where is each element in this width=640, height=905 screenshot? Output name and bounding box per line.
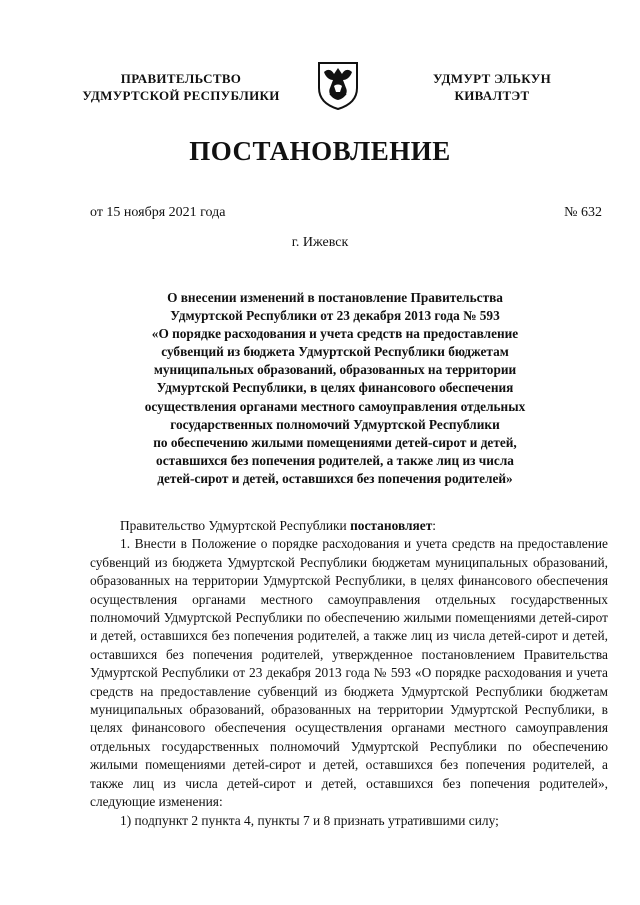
intro-end: : [432, 518, 437, 533]
org-left-line-2: УДМУРТСКОЙ РЕСПУБЛИКИ [82, 88, 280, 103]
paragraph-1: 1. Внести в Положение о порядке расходования и учета средств на предоставление субвенций из бюджета Удмуртской Республики бюджетам муниципальных образований, образованных на территории Удмуртской Республики, в целях финансового обеспечения осуществления органами местного самоуправления отдельных государственных полномочий Удмуртской Республики по обеспечению жилыми помещениями детей-сирот и детей, оставшихся без попечения родителей, а также лиц из числа детей-сирот и детей, оставшихся без попечения родителей, утвержденное постановлением Правительства Удмуртской Республики от 23 декабря 2013 года № 593 «О порядке расходования и учета средств на предоставление субвенций из бюджета Удмуртской Республики бюджетам муниципальных образований, образованных на территории Удмуртской Республики, в целях финансового обеспечения осуществления органами местного самоуправления отдельных государственных полномочий Удмуртской Республики по обеспечению жилыми помещениями детей-сирот и детей, оставшихся без попечения родителей, а также лиц из числа детей-сирот и детей, оставшихся без попечения родителей», следующие изменения: [90, 536, 608, 810]
intro-decree-word: постановляет [350, 518, 433, 533]
government-name-udmurt [392, 70, 592, 104]
title-line: государственных полномочий Удмуртской Республики [170, 416, 500, 432]
title-line: О внесении изменений в постановление Правительства [167, 290, 503, 305]
title-line: Удмуртской Республики от 23 декабря 2013 года № 593 [170, 308, 500, 324]
document-date: от 15 ноября 2021 года [90, 205, 226, 220]
org-right-line-1: УДМУРТ ЭЛЬКУН [433, 71, 551, 86]
title-line: детей-сирот и детей, оставшихся без попечения родителей» [157, 470, 513, 486]
paragraph-1-subitem-1: 1) подпункт 2 пункта 4, пункты 7 и 8 признать утратившими силу; [120, 812, 499, 828]
government-name-russian [66, 70, 296, 104]
document-title [115, 289, 555, 488]
document-body [90, 517, 608, 830]
title-line: Удмуртской Республики, в целях финансового обеспечения [156, 380, 514, 396]
title-line: осуществления органами местного самоуправления отдельных [144, 398, 526, 414]
title-line: оставшихся без попечения родителей, а также лиц из числа [156, 452, 514, 468]
title-line: «О порядке расходования и учета средств на предоставление [151, 326, 519, 342]
title-line: муниципальных образований, образованных на территории [153, 362, 517, 378]
document-number: № 632 [564, 205, 602, 220]
org-right-line-2: КИВАЛТЭТ [454, 88, 530, 103]
intro-paragraph [90, 517, 608, 535]
title-line: субвенций из бюджета Удмуртской Республики бюджетам [161, 344, 509, 360]
document-type-heading: ПОСТАНОВЛЕНИЕ [189, 136, 451, 166]
title-line: по обеспечению жилыми помещениями детей-сирот и детей, [153, 434, 517, 450]
document-city: г. Ижевск [291, 235, 349, 250]
org-left-line-1: ПРАВИТЕЛЬСТВО [120, 71, 242, 86]
coat-of-arms-icon [316, 60, 360, 110]
intro-text: Правительство Удмуртской Республики [120, 518, 351, 533]
